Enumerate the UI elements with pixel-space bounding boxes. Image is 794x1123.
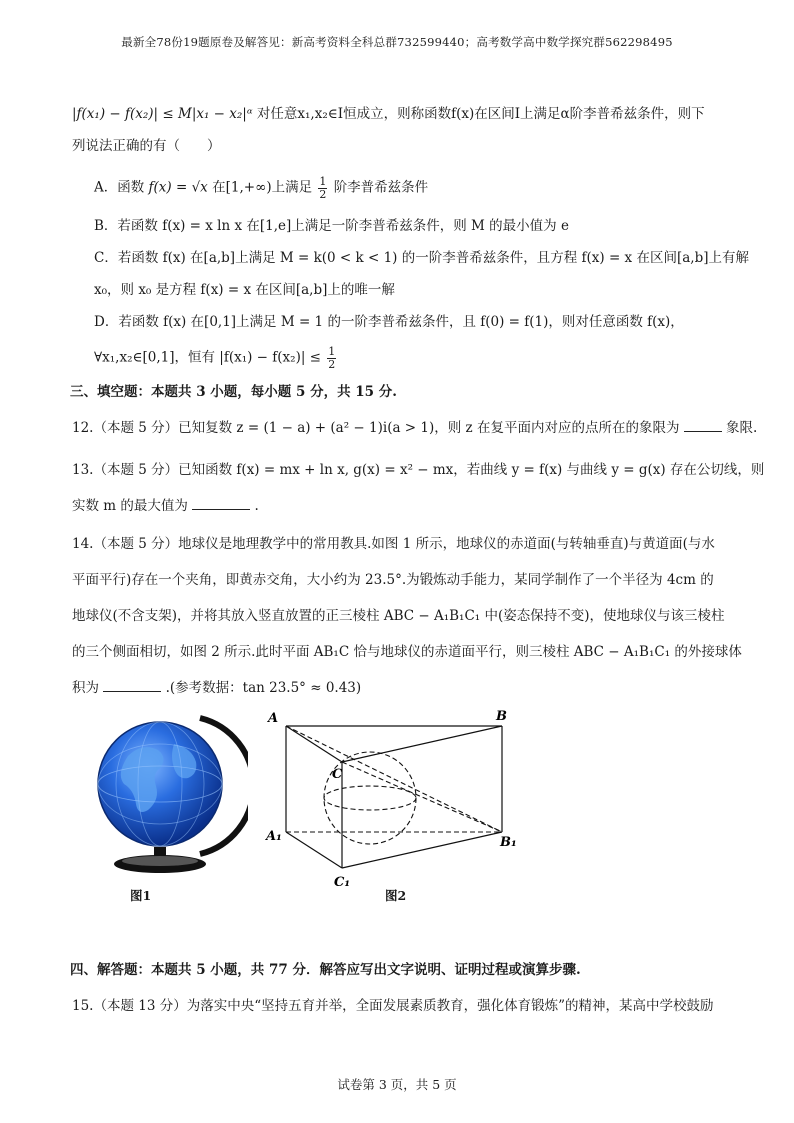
q11-line2: 列说法正确的有（ ） xyxy=(72,138,221,154)
figure2-caption: 图2 xyxy=(385,888,407,903)
fraction-numerator: 1 xyxy=(319,175,327,188)
section3-title: 三、填空题：本题共 3 小题，每小题 5 分，共 15 分. xyxy=(70,384,397,400)
vertex-label-c: C xyxy=(332,767,343,782)
prism-figure xyxy=(262,700,542,890)
option-d-fraction xyxy=(327,346,336,370)
q14-answer-blank[interactable] xyxy=(103,679,161,692)
globe-stand-highlight xyxy=(122,856,198,866)
q14-line1: 14.（本题 5 分）地球仪是地理教学中的常用教具.如图 1 所示，地球仪的赤道面(与转轴垂直)与黄道面(与水 xyxy=(72,536,715,552)
edge-cb xyxy=(342,726,502,762)
q12-text: 12.（本题 5 分）已知复数 z = (1 − a) + (a² − 1)i(a > 1)，则 z 在复平面内对应的点所在的象限为 xyxy=(72,420,680,436)
lipschitz-inequality: |f(x₁) − f(x₂)| ≤ M|x₁ − x₂|ᵅ xyxy=(72,106,253,122)
vertex-label-c1: C₁ xyxy=(334,875,351,890)
page-footer: 试卷第 3 页，共 5 页 xyxy=(337,1077,457,1092)
figure-area xyxy=(0,700,794,910)
q12-answer-blank[interactable] xyxy=(684,419,722,432)
globe-sphere xyxy=(98,722,222,846)
globe-figure xyxy=(88,704,248,879)
option-a-interval: 在[1,+∞)上满足 xyxy=(212,179,313,196)
vertex-label-a1: A₁ xyxy=(266,829,282,844)
section4-title: 四、解答题：本题共 5 小题，共 77 分．解答应写出文字说明、证明过程或演算步骤. xyxy=(70,962,581,978)
q13-line2-text: 实数 m 的最大值为 xyxy=(72,498,188,514)
edge-a1c1 xyxy=(286,832,342,868)
q11-line1-text: 对任意x₁,x₂∈I恒成立，则称函数f(x)在区间I上满足α阶李普希兹条件，则下 xyxy=(256,106,705,122)
hidden-diagonal-ab1 xyxy=(286,726,502,832)
q13-line1: 13.（本题 5 分）已知函数 f(x) = mx + ln x, g(x) = x² − mx，若曲线 y = f(x) 与曲线 y = g(x) 存在公切线，则 xyxy=(72,462,765,478)
figure1-caption: 图1 xyxy=(130,888,152,903)
q14-line4: 的三个侧面相切，如图 2 所示.此时平面 AB₁C 恰与地球仪的赤道面平行，则三棱柱 ABC − A₁B₁C₁ 的外接球体 xyxy=(72,644,742,660)
q15-line1: 15.（本题 13 分）为落实中央“坚持五育并举，全面发展素质教育，强化体育锻炼”的精神，某高中学校鼓励 xyxy=(72,998,714,1014)
q13-line2 xyxy=(72,496,259,516)
edge-ac xyxy=(286,726,342,762)
q14-line5-text: 积为 xyxy=(72,680,99,696)
fraction-denominator: 2 xyxy=(319,187,327,201)
q13-suffix: . xyxy=(254,498,259,514)
q11-option-d-line2 xyxy=(94,346,338,370)
q12 xyxy=(72,418,757,438)
inscribed-sphere-outline xyxy=(324,752,416,844)
vertex-label-b: B xyxy=(496,709,507,724)
fraction-numerator: 1 xyxy=(328,345,336,358)
q14-line3: 地球仪(不含支架)，并将其放入竖直放置的正三棱柱 ABC − A₁B₁C₁ 中(姿态保持不变)，使地球仪与该三棱柱 xyxy=(72,608,725,624)
vertex-label-a: A xyxy=(268,711,279,726)
q14-line2: 平面平行)存在一个夹角，即黄赤交角，大小约为 23.5°.为锻炼动手能力，某同学制作了一个半径为 4cm 的 xyxy=(72,572,714,588)
option-a-prefix: A．函数 xyxy=(94,179,145,196)
edge-c1b1 xyxy=(342,832,502,868)
sphere-equator xyxy=(324,786,416,810)
q12-suffix: 象限. xyxy=(726,420,758,436)
q14-reference-data: .(参考数据：tan 23.5° ≈ 0.43) xyxy=(165,680,362,696)
q13-answer-blank[interactable] xyxy=(192,497,250,510)
q11-option-c-line1: C．若函数 f(x) 在[a,b]上满足 M = k(0 < k < 1) 的一阶李普希兹条件，且方程 f(x) = x 在区间[a,b]上有解 xyxy=(94,250,749,266)
vertex-label-b1: B₁ xyxy=(500,835,517,850)
option-a-fraction xyxy=(318,176,327,200)
q11-option-c-line2: x₀，则 x₀ 是方程 f(x) = x 在区间[a,b]上的唯一解 xyxy=(94,282,395,298)
option-a-suffix: 阶李普希兹条件 xyxy=(333,179,429,196)
q11-line1 xyxy=(72,104,705,124)
hidden-diagonal-cb1 xyxy=(342,762,502,832)
q11-option-b: B．若函数 f(x) = x ln x 在[1,e]上满足一阶李普希兹条件，则 M 的最小值为 e xyxy=(94,218,569,234)
fraction-denominator: 2 xyxy=(328,357,336,371)
page-header: 最新全78份19题原卷及解答见：新高考资料全科总群732599440；高考数学高中数学探究群562298495 xyxy=(121,35,673,49)
option-d-text: ∀x₁,x₂∈[0,1]，恒有 |f(x₁) − f(x₂)| ≤ xyxy=(94,349,321,366)
option-a-function: f(x) = √x xyxy=(148,179,208,196)
q14-line5 xyxy=(72,678,361,698)
q11-option-a xyxy=(94,176,428,200)
q11-option-d-line1: D．若函数 f(x) 在[0,1]上满足 M = 1 的一阶李普希兹条件，且 f(0) = f(1)，则对任意函数 f(x)， xyxy=(94,314,684,330)
